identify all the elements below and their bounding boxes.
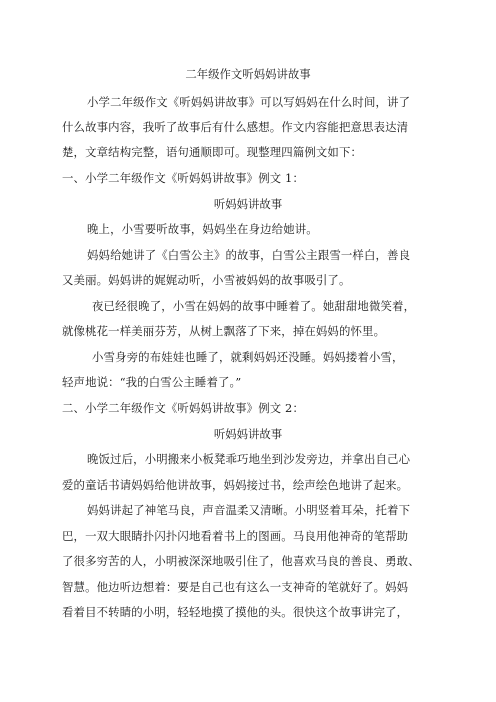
section-1-line: 夜已经很晚了，小雪在妈妈的故事中睡着了。她甜甜地微笑着， [92,299,416,313]
section-2-line: 了很多穷苦的人，小明被深深地吸引住了，他喜欢马良的善良、勇敢、 [62,554,420,568]
section-2-line: 妈妈讲起了神笔马良，声音温柔又清晰。小明竖着耳朵，托着下 [87,503,411,517]
section-1-essay-title: 听妈妈讲故事 [213,197,283,211]
intro-line-2: 什么故事内容，我听了故事后有什么感想。作文内容能把意思表达清 [62,120,409,134]
section-2-heading: 二、小学二年级作文《听妈妈讲故事》例文 2： [62,401,304,415]
section-2-line: 智慧。他边听边想着：要是自己也有这么一支神奇的笔就好了。妈妈 [62,580,409,594]
section-1-heading: 一、小学二年级作文《听妈妈讲故事》例文 1： [62,171,304,185]
section-2-line: 看着目不转睛的小明，轻轻地摸了摸他的头。很快这个故事讲完了， [62,605,409,619]
section-2-line: 晚饭过后，小明搬来小板凳乖巧地坐到沙发旁边，并拿出自己心 [87,452,411,466]
section-2-line: 爱的童话书请妈妈给他讲故事，妈妈接过书，绘声绘色地讲了起来。 [62,478,409,492]
intro-line-1: 小学二年级作文《听妈妈讲故事》可以写妈妈在什么时间，讲了 [87,95,411,109]
section-1-line: 轻声地说：“我的白雪公主睡着了。” [62,375,242,389]
section-2-line: 巴，一双大眼睛扑闪扑闪地看着书上的图画。马良用他神奇的笔帮助 [62,529,409,543]
document-title: 二年级作文听妈妈讲故事 [185,67,311,81]
section-1-line: 晚上，小雪要听故事，妈妈坐在身边给她讲。 [87,222,318,236]
section-1-line: 小雪身旁的布娃娃也睡了，就剩妈妈还没睡。妈妈搂着小雪， [92,350,404,364]
section-1-line: 妈妈给她讲了《白雪公主》的故事，白雪公主跟雪一样白，善良 [87,248,411,262]
section-1-line: 就像桃花一样美丽芬芳，从树上飘落了下来，掉在妈妈的怀里。 [62,324,386,338]
intro-line-3: 楚，文章结构完整，语句通顺即可。现整理四篇例文如下： [62,145,363,159]
section-1-line: 又美丽。妈妈讲的娓娓动听，小雪被妈妈的故事吸引了。 [62,273,351,287]
section-2-essay-title: 听妈妈讲故事 [213,427,283,441]
